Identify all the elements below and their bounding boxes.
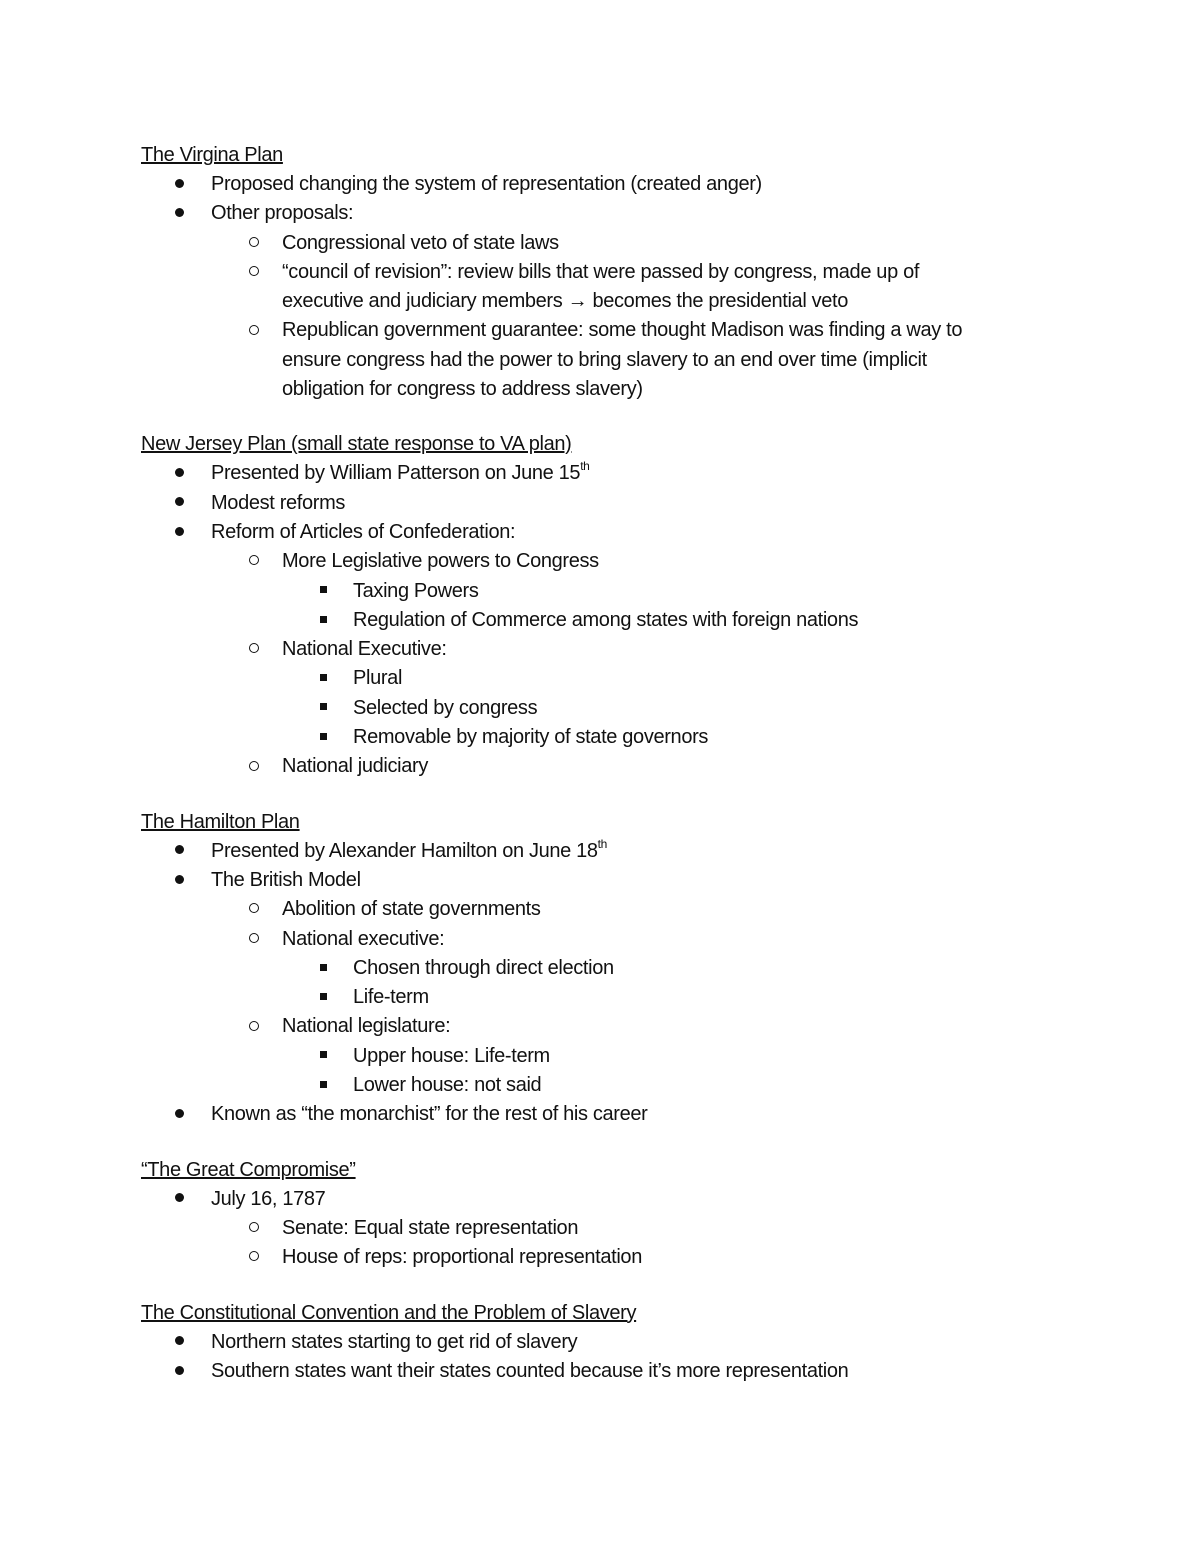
square-bullet-icon [313, 606, 333, 635]
list-item [141, 459, 1081, 488]
square-bullet-icon [313, 577, 333, 606]
circle-bullet-icon [244, 229, 264, 258]
section-heading: New Jersey Plan (small state response to VA plan) [141, 433, 572, 456]
sub-sub-list-item [141, 694, 1081, 723]
list-item-text: Known as “the monarchist” for the rest of his career [211, 1103, 648, 1126]
list-item-text: Chosen through direct election [353, 956, 614, 979]
sub-sub-list-item [141, 1071, 1081, 1100]
sub-sub-list-item [141, 983, 1081, 1012]
section-heading: The Virgina Plan [141, 144, 283, 166]
circle-bullet-icon [244, 895, 264, 924]
bullet-icon [169, 1328, 189, 1357]
list-item-text: July 16, 1787 [211, 1187, 326, 1210]
list-item-text: Lower house: not said [353, 1074, 542, 1097]
list-item-text: Modest reforms [211, 491, 346, 514]
section-heading: The Hamilton Plan [141, 810, 300, 833]
circle-bullet-icon [244, 925, 264, 954]
list-item [141, 199, 1081, 228]
circle-bullet-icon [244, 1243, 264, 1272]
ordinal-suffix: th [597, 836, 607, 851]
circle-bullet-icon [244, 316, 264, 345]
square-bullet-icon [313, 694, 333, 723]
list-item-text: Abolition of state governments [282, 898, 541, 921]
circle-bullet-icon [244, 547, 264, 576]
list-item-text: National legislature: [282, 1015, 451, 1038]
sub-sub-list-item [141, 1042, 1081, 1071]
section-virginia-plan [141, 141, 1081, 404]
list-item-text: More Legislative powers to Congress [282, 550, 599, 573]
list-item-text: Republican government guarantee: some thought Madison was finding a way to [282, 319, 963, 342]
list-item-text: ensure congress had the power to bring slavery to an end over time (implicit [282, 348, 927, 371]
list-item-text: Presented by William Patterson on June 15 [211, 462, 581, 485]
square-bullet-icon [313, 664, 333, 693]
square-bullet-icon [313, 954, 333, 983]
list-item-text: House of reps: proportional representation [282, 1246, 642, 1269]
sub-list-item [141, 1214, 1081, 1243]
sub-list-item [141, 752, 1081, 781]
list-item-text: obligation for congress to address slavery) [282, 378, 643, 401]
sub-list-item [141, 635, 1081, 664]
list-item-text: Selected by congress [353, 696, 538, 719]
bullet-icon [169, 1100, 189, 1129]
list-item-text: “council of revision”: review bills that were passed by congress, made up of [282, 260, 920, 283]
list-item [141, 1100, 1081, 1129]
section-new-jersey-plan [141, 430, 1081, 781]
sub-list-item [141, 258, 1081, 317]
sub-list-item [141, 316, 1081, 404]
list-item-text: Proposed changing the system of representation (created anger) [211, 173, 762, 195]
list-item-text: National judiciary [282, 755, 428, 778]
list-item-text: Upper house: Life-term [353, 1044, 550, 1067]
list-item [141, 1185, 1081, 1214]
section-heading: “The Great Compromise” [141, 1158, 356, 1181]
sub-list-item [141, 229, 1081, 258]
sub-list-item [141, 895, 1081, 924]
circle-bullet-icon [244, 635, 264, 664]
list-item-text: Reform of Articles of Confederation: [211, 520, 516, 543]
list-item [141, 518, 1081, 547]
square-bullet-icon [313, 723, 333, 752]
list-item-text: Other proposals: [211, 202, 354, 225]
list-item [141, 1328, 1081, 1357]
sub-list-item [141, 547, 1081, 576]
list-item [141, 866, 1081, 895]
sub-sub-list-item [141, 664, 1081, 693]
list-item-text: Senate: Equal state representation [282, 1216, 579, 1239]
bullet-icon [169, 518, 189, 547]
bullet-icon [169, 837, 189, 866]
list-item-text: executive and judiciary members [282, 290, 568, 313]
sub-sub-list-item [141, 577, 1081, 606]
bullet-icon [169, 866, 189, 895]
list-item-text: Northern states starting to get rid of slavery [211, 1330, 578, 1353]
document-page [141, 141, 1081, 1412]
sub-sub-list-item [141, 606, 1081, 635]
sub-list-item [141, 1243, 1081, 1272]
bullet-icon [169, 170, 189, 199]
list-item-text: Life-term [353, 986, 429, 1009]
square-bullet-icon [313, 1071, 333, 1100]
section-slavery [141, 1299, 1081, 1387]
list-item-text: The British Model [211, 868, 361, 891]
section-heading: The Constitutional Convention and the Problem of Slavery [141, 1301, 637, 1324]
ordinal-suffix: th [580, 459, 590, 474]
list-item-text: Presented by Alexander Hamilton on June 18 [211, 839, 598, 862]
sub-sub-list-item [141, 723, 1081, 752]
list-item-text: Congressional veto of state laws [282, 231, 559, 254]
bullet-icon [169, 1185, 189, 1214]
arrow-right-icon: → [567, 290, 588, 313]
bullet-icon [169, 459, 189, 488]
list-item-text: National executive: [282, 927, 445, 950]
sub-list-item [141, 925, 1081, 954]
list-item [141, 1357, 1081, 1386]
circle-bullet-icon [244, 258, 264, 287]
bullet-icon [169, 1357, 189, 1386]
list-item-text: Plural [353, 667, 403, 690]
section-great-compromise [141, 1156, 1081, 1273]
list-item-text: Removable by majority of state governors [353, 726, 709, 749]
list-item-text: Regulation of Commerce among states with foreign nations [353, 608, 859, 631]
list-item [141, 489, 1081, 518]
list-item-text: National Executive: [282, 638, 447, 661]
list-item-text: Southern states want their states counted because it’s more representation [211, 1359, 849, 1382]
list-item-text: becomes the presidential veto [587, 290, 849, 313]
sub-sub-list-item [141, 954, 1081, 983]
circle-bullet-icon [244, 1012, 264, 1041]
square-bullet-icon [313, 983, 333, 1012]
bullet-icon [169, 489, 189, 518]
circle-bullet-icon [244, 1214, 264, 1243]
list-item [141, 837, 1081, 866]
bullet-icon [169, 199, 189, 228]
list-item [141, 170, 1081, 199]
section-hamilton-plan [141, 808, 1081, 1130]
sub-list-item [141, 1012, 1081, 1041]
circle-bullet-icon [244, 752, 264, 781]
square-bullet-icon [313, 1042, 333, 1071]
list-item-text: Taxing Powers [353, 579, 479, 602]
